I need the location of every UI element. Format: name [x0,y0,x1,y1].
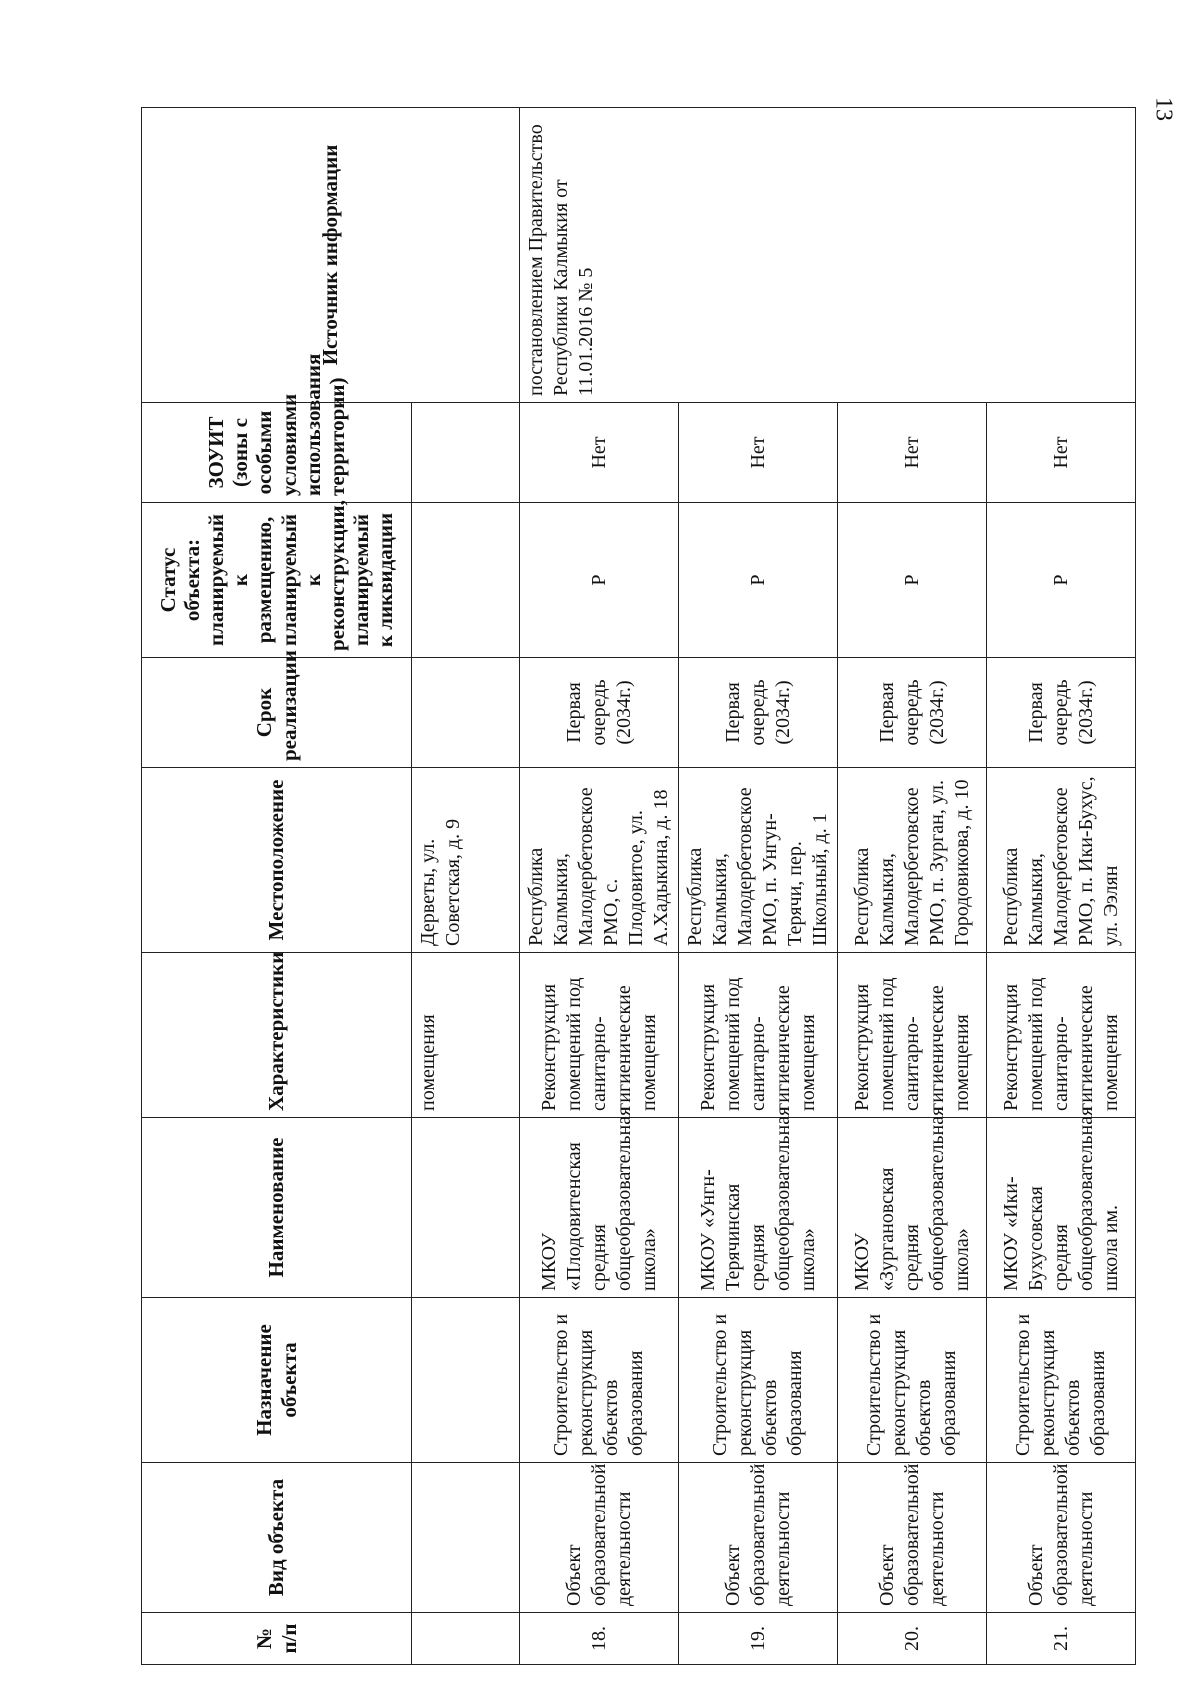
continuation-status [412,503,520,658]
object-name: МКОУ «Ики-Бухусовская средняя общеобразовательная школа им. [987,1118,1136,1298]
object-status: Р [987,503,1136,658]
continuation-term [412,658,520,768]
object-kind: Объект образовательной деятельности [987,1463,1136,1613]
object-characteristics: Реконструкция помещений под санитарно-гигиенические помещения [838,953,987,1118]
continuation-location: Дерветы, ул. Советская, д. 9 [412,768,520,953]
row-number: 19. [679,1613,838,1665]
rotated-table-frame [141,108,1122,1665]
object-status: Р [520,503,679,658]
object-characteristics: Реконструкция помещений под санитарно-гигиенические помещения [520,953,679,1118]
header-status: Статус объекта: планируемый к размещению, планируемый к реконструкции, планируемый к ликвидации [142,503,412,658]
object-kind: Объект образовательной деятельности [520,1463,679,1613]
header-location: Местоположение [142,768,412,953]
continuation-num [412,1613,520,1665]
object-zouit: Нет [679,403,838,503]
object-name: МКОУ «Унгн-Терячинская средняя общеобразовательная школа» [679,1118,838,1298]
object-status: Р [679,503,838,658]
continuation-purpose [412,1298,520,1463]
object-purpose: Строительство и реконструкция объектов образования [838,1298,987,1463]
object-name: МКОУ «Зургановская средняя общеобразовательная школа» [838,1118,987,1298]
object-characteristics: Реконструкция помещений под санитарно-гигиенические помещения [679,953,838,1118]
row-number: 20. [838,1613,987,1665]
page-number-text: 13 [1150,97,1177,121]
objects-table [141,107,1136,1665]
object-kind: Объект образовательной деятельности [679,1463,838,1613]
header-num: № п/п [142,1613,412,1665]
row-number: 18. [520,1613,679,1665]
object-purpose: Строительство и реконструкция объектов образования [987,1298,1136,1463]
object-term: Первая очередь (2034г.) [679,658,838,768]
header-purpose: Назначение объекта [142,1298,412,1463]
header-row [142,108,412,1665]
object-status: Р [838,503,987,658]
page-number [1150,97,1177,121]
header-kind: Вид объекта [142,1463,412,1613]
object-location: Республика Калмыкия, Малодербетовское РМО, п. Унгун-Терячи, пер. Школьный, д. 1 [679,768,838,953]
object-zouit: Нет [520,403,679,503]
header-name: Наименование [142,1118,412,1298]
object-location: Республика Калмыкия, Малодербетовское РМО, п. Зурган, ул. Городовикова, д. 10 [838,768,987,953]
continuation-kind [412,1463,520,1613]
header-characteristics: Характеристики [142,953,412,1118]
object-zouit: Нет [987,403,1136,503]
object-location: Республика Калмыкия, Малодербетовское РМО, п. Ики-Бухус, ул. Ээлян [987,768,1136,953]
source-info: постановлением Правительство Республики Калмыкия от 11.01.2016 № 5 [520,108,1136,403]
object-kind: Объект образовательной деятельности [838,1463,987,1613]
object-name: МКОУ «Плодовитенская средняя общеобразовательная школа» [520,1118,679,1298]
object-characteristics: Реконструкция помещений под санитарно-гигиенические помещения [987,953,1136,1118]
object-purpose: Строительство и реконструкция объектов образования [520,1298,679,1463]
continuation-zouit [412,403,520,503]
object-purpose: Строительство и реконструкция объектов образования [679,1298,838,1463]
object-zouit: Нет [838,403,987,503]
object-location: Республика Калмыкия, Малодербетовское РМО, с. Плодовитое, ул. А.Хадыкина, д. 18 [520,768,679,953]
row-number: 21. [987,1613,1136,1665]
continuation-characteristics: помещения [412,953,520,1118]
object-term: Первая очередь (2034г.) [987,658,1136,768]
continuation-name [412,1118,520,1298]
header-source: Источник информации [142,108,520,403]
table-row [520,108,679,1665]
rotated-page-content [141,108,1122,1665]
object-term: Первая очередь (2034г.) [520,658,679,768]
header-term: Срок реализации [142,658,412,768]
header-zouit: ЗОУИТ (зоны с особыми условиями использования территории) [142,403,412,503]
object-term: Первая очередь (2034г.) [838,658,987,768]
